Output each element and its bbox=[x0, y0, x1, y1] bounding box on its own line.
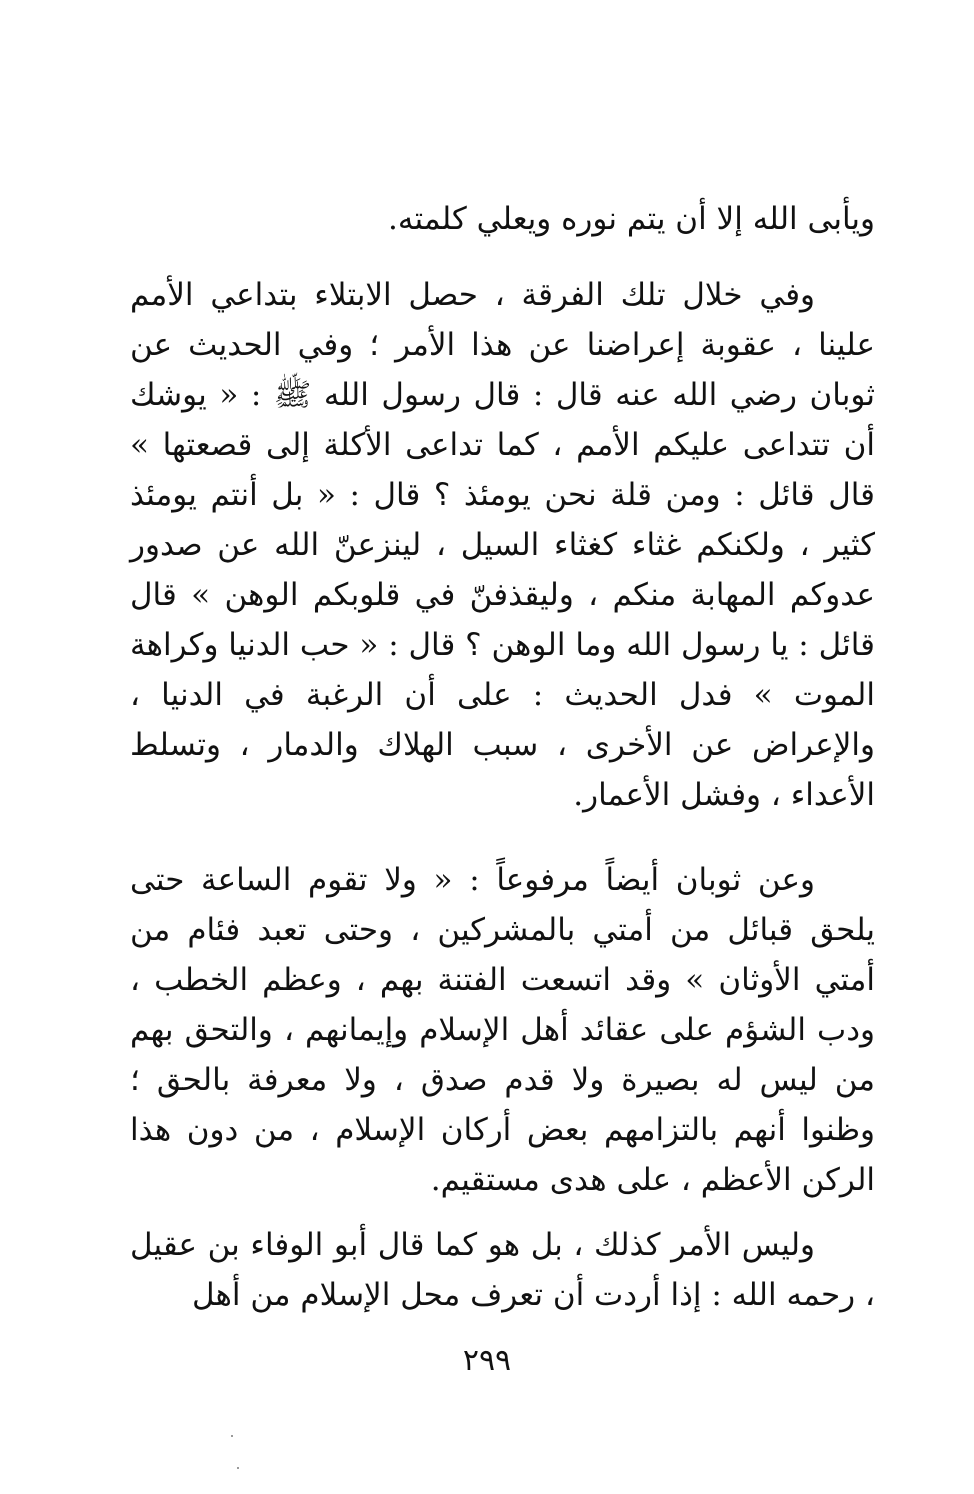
paragraph-text-2: وفي خلال تلك الفرقة ، حصل الابتلاء بتداعي الأمم علينا ، عقوبة إعراضنا عن هذا الأمر ؛ وفي الحديث عن ثوبان رضي الله عنه قال : قال رسول الله ﷺ : « يوشك أن تتداعى عليكم الأمم ، كما تداعى الأكلة إلى قصعتها » قال قائل : ومن قلة نحن يومئذ ؟ قال : « بل أنتم يومئذ كثير ، ولكنكم غثاء كغثاء السيل ، لينزعنّ الله عن صدور عدوكم المهابة منكم ، وليقذفنّ في قلوبكم الوهن » قال قائل : يا رسول الله وما الوهن ؟ قال : « حب الدنيا وكراهة الموت » فدل الحديث : على أن الرغبة في الدنيا ، والإعراض عن الأخرى ، سبب الهلاك والدمار ، وتسلط الأعداء ، وفشل الأعمار. bbox=[130, 277, 875, 813]
paragraph-text-1: ويأبى الله إلا أن يتم نوره ويعلي كلمته. bbox=[388, 201, 875, 237]
scan-speck bbox=[237, 1467, 239, 1469]
paragraph-text-4: وليس الأمر كذلك ، بل هو كما قال أبو الوفاء بن عقيل ، رحمه الله : إذا أردت أن تعرف محل الإسلام من أهل bbox=[130, 1227, 875, 1313]
paragraph-continuation bbox=[130, 194, 875, 244]
paragraph-hadith-idols bbox=[130, 855, 875, 1205]
paragraph-hadith-nations bbox=[130, 270, 875, 820]
paragraph-ibn-aqil bbox=[130, 1220, 875, 1320]
paragraph-text-3: وعن ثوبان أيضاً مرفوعاً : « ولا تقوم الساعة حتى يلحق قبائل من أمتي بالمشركين ، وحتى تعبد فئام من أمتي الأوثان » وقد اتسعت الفتنة بهم ، وعظم الخطب ، ودب الشؤم على عقائد أهل الإسلام وإيمانهم ، والتحق بهم من ليس له بصيرة ولا قدم صدق ، ولا معرفة بالحق ؛ وظنوا أنهم بالتزامهم بعض أركان الإسلام ، من دون هذا الركن الأعظم ، على هدى مستقيم. bbox=[130, 862, 875, 1198]
scan-speck bbox=[231, 1435, 233, 1437]
page-number: ٢٩٩ bbox=[462, 1343, 512, 1378]
